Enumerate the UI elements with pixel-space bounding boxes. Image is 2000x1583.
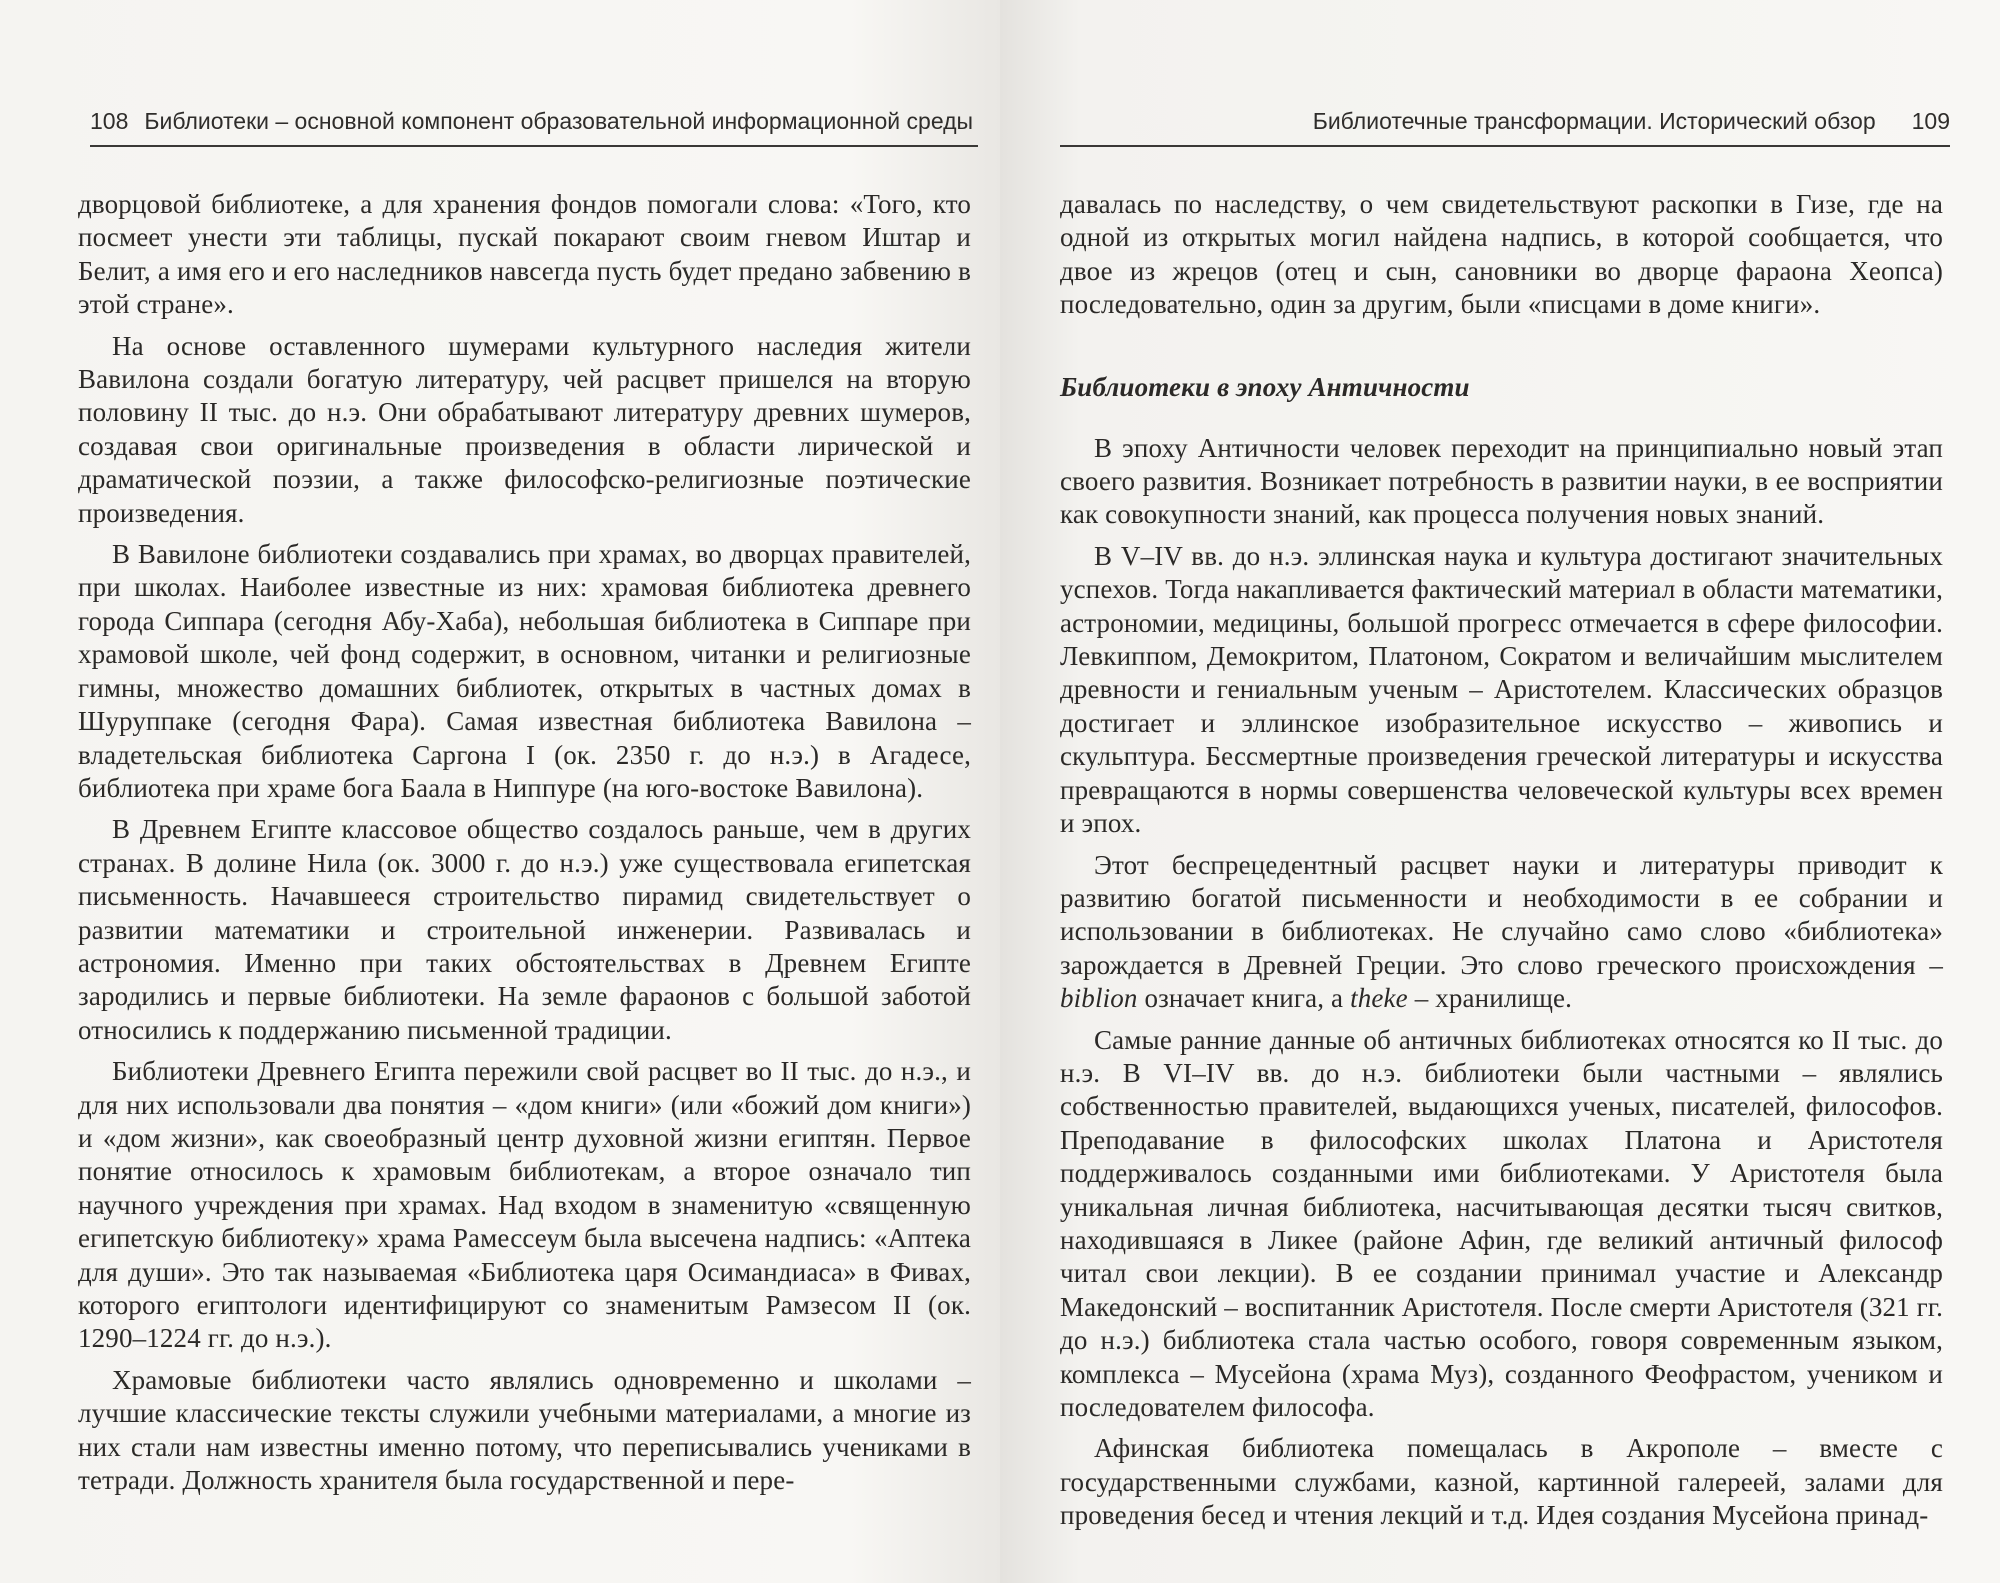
text-run: означает книга, а — [1137, 983, 1351, 1014]
paragraph: дворцовой библиотеке, а для хранения фондов помогали слова: «Того, кто посмеет унести эти таблицы, пускай покарают своим гневом Иштар и Белит, а имя его и его наследников навсегда пусть будет предано забвению в этой стране». — [78, 189, 971, 320]
paragraph: В V–IV вв. до н.э. эллинская наука и культура достигают значительных успехов. Тогда накапливается фактический материал в области математики, астрономии, медицины, большой прогресс отмечается в сфере философии. Левкиппом, Демокритом, Платоном, Сократом и величайшим мыслителем древности и гениальным ученым – Аристотелем. Классических образцов достигает и эллинское изобразительное искусство – живопись и скульптура. Бессмертные произведения греческой литературы и искусства превращаются в нормы совершенства человеческой культуры всех времен и эпох. — [1060, 540, 1943, 839]
section-heading: Библиотеки в эпоху Античности — [1060, 371, 1470, 402]
paragraph: Афинская библиотека помещалась в Акрополе – вместе с государственными службами, казной, картинной галереей, залами для проведения бесед и чтения лекций и т.д. Идея создания Мусейона принад- — [1060, 1433, 1943, 1531]
page-number: 109 — [1911, 108, 1950, 134]
paragraph — [1060, 849, 1943, 1016]
left-text-column — [78, 188, 971, 1505]
header-rule — [1060, 145, 1950, 147]
text-run: – хранилище. — [1407, 983, 1573, 1014]
paragraph: На основе оставленного шумерами культурного наследия жители Вавилона создали богатую литературу, чей расцвет пришелся на вторую половину II тыс. до н.э. Они обрабатывают литературу древних шумеров, создавая свои оригинальные произведения в области лирической и драматической поэзии, а также философско-религиозные поэтические произведения. — [78, 330, 971, 528]
header-rule — [90, 145, 978, 147]
paragraph: Самые ранние данные об античных библиотеках относятся ко II тыс. до н.э. В VI–IV вв. до н.э. библиотеки были частными – являлись собственностью правителей, выдающихся ученых, писателей, философов. Преподавание в философских школах Платона и Аристотеля поддерживалось созданными ими библиотеками. У Аристотеля была уникальная личная библиотека, насчитывающая десятки тысяч свитков, находившаяся в Ликее (районе Афин, где великий античный философ читал свои лекции). В ее создании принимал участие и Александр Македонский – воспитанник Аристотеля. После смерти Аристотеля (321 гг. до н.э.) библиотека стала частью особого, говоря современным языком, комплекса – Мусейона (храма Муз), созданного Феофрастом, учеником и последователем философа. — [1060, 1024, 1943, 1422]
paragraph: В Древнем Египте классовое общество создалось раньше, чем в других странах. В долине Нила (ок. 3000 г. до н.э.) уже существовала египетская письменность. Начавшееся строительство пирамид свидетельствует о развитии математики и строительной инженерии. Развивалась и астрономия. Именно при таких обстоятельствах в Древнем Египте зародились и первые библиотеки. На земле фараонов с большой заботой относились к поддержанию письменной традиции. — [78, 814, 971, 1045]
running-title: Библиотечные трансформации. Исторический обзор — [1312, 108, 1876, 134]
paragraph: Храмовые библиотеки часто являлись одновременно и школами – лучшие классические тексты служили учебными материалами, а многие из них стали нам известны именно потому, что переписывались учениками в тетради. Должность хранителя была государственной и пере- — [78, 1364, 971, 1496]
paragraph: В эпоху Античности человек переходит на принципиально новый этап своего развития. Возникает потребность в развитии науки, в ее восприятии как совокупности знаний, как процесса получения новых знаний. — [1060, 432, 1943, 530]
term-theke: theke — [1350, 983, 1408, 1014]
paragraph: В Вавилоне библиотеки создавались при храмах, во дворцах правителей, при школах. Наиболее известные из них: храмовая библиотека древнего города Сиппара (сегодня Абу-Хаба), небольшая библиотека в Сиппаре при храмовой школе, чей фонд содержит, в основном, читанки и религиозные гимны, множество домашних библиотек, открытых в частных домах в Шуруппаке (сегодня Фара). Самая известная библиотека Вавилона – владетельская библиотека Саргона I (ок. 2350 г. до н.э.) в Агадесе, библиотека при храме бога Баала в Ниппуре (на юго-востоке Вавилона). — [78, 539, 971, 803]
paragraph: Библиотеки Древнего Египта пережили свой расцвет во II тыс. до н.э., и для них использовали два понятия – «дом книги» (или «божий дом книги») и «дом жизни», как своеобразный центр духовной жизни египтян. Первое понятие относилось к храмовым библиотекам, а второе означало тип научного учреждения при храмах. Над входом в знаменитую «священную египетскую библиотеку» храма Рамессеум была высечена надпись: «Аптека для души». Это так называемая «Библиотека царя Осимандиаса» в Фивах, которого египтологи идентифицируют со знаменитым Рамзесом II (ок. 1290–1224 гг. до н.э.). — [78, 1056, 971, 1354]
right-text-column — [1060, 188, 1943, 1541]
paragraph: давалась по наследству, о чем свидетельствуют раскопки в Гизе, где на одной из открытых могил найдена надпись, в которой сообщается, что двое из жрецов (отец и сын, сановники во дворце фараона Хеопса) последовательно, один за другим, были «писцами в доме книги». — [1060, 189, 1943, 320]
right-page — [1000, 0, 2000, 1583]
text-run: Этот беспрецедентный расцвет науки и литературы приводит к развитию богатой письменности и необходимости в ее собрании и использовании в библиотеках. Не случайно само слово «библиотека» зарождается в Древней Греции. Это слово греческого происхождения – — [1060, 849, 1943, 980]
term-biblion: biblion — [1060, 983, 1138, 1014]
running-title: Библиотеки – основной компонент образовательной информационной среды — [144, 108, 974, 134]
right-running-header — [1313, 108, 1950, 135]
page-number: 108 — [90, 108, 129, 134]
left-running-header — [90, 108, 973, 135]
